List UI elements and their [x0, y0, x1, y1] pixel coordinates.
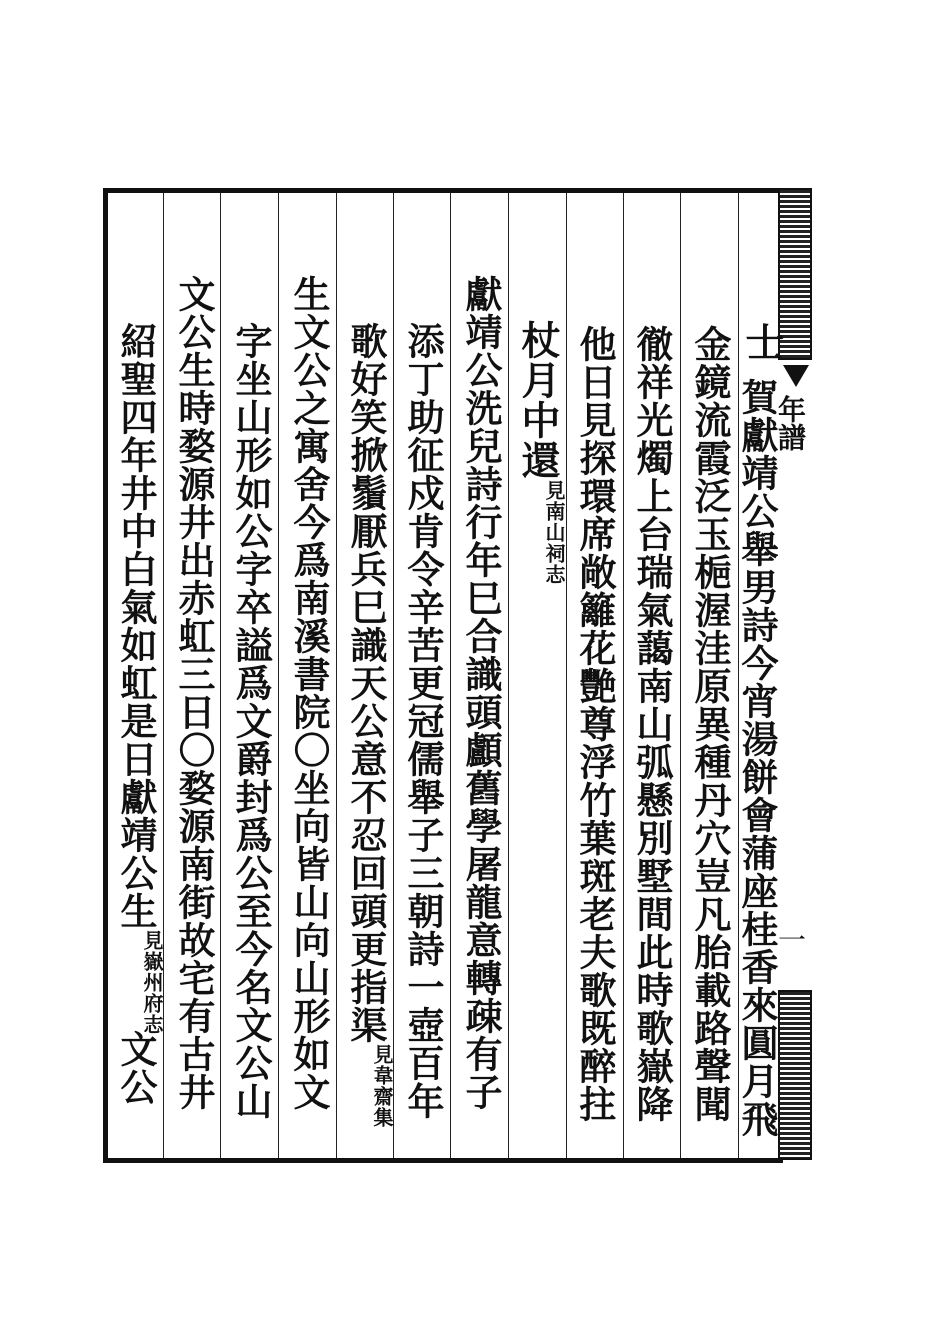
text-column-4	[567, 325, 623, 1123]
text-column-8	[338, 322, 394, 1128]
column-text: 獻靖公洗兒詩行年巳合識頭顱舊學屠龍意轉疎有子	[459, 275, 503, 1111]
inline-note: 見韋齋集	[370, 1044, 394, 1128]
text-column-2	[682, 325, 738, 1123]
text-column-1b	[735, 378, 785, 1138]
column-text: 文公生時婺源井出赤虹三日〇婺源南街故宅有古井	[172, 275, 216, 1111]
column-text: 字坐山形如公字卒謚爲文爵封爲公至今名文公山	[229, 322, 273, 1120]
text-column-7	[395, 322, 451, 1120]
margin-title: 年譜	[774, 395, 807, 451]
fishtail-mark	[783, 365, 809, 387]
column-text: 添丁助征戍肯令辛苦更冠儒舉子三朝詩一壺百年	[401, 322, 445, 1120]
text-column-9	[281, 275, 337, 1111]
column-text: 杖月中還	[515, 320, 561, 480]
column-text: 賀獻靖公舉男詩今宵湯餅會蒲座桂香來圓月飛	[735, 378, 779, 1138]
column-text: 他日見探環席敞籬花艷尊浮竹葉斑老夫歌既醉拄	[573, 325, 617, 1123]
text-column-1	[740, 322, 790, 362]
column-text: 金鏡流霞泛玉梔渥洼原異種丹穴豈凡胎載路聲聞	[688, 325, 732, 1123]
text-column-6	[453, 275, 509, 1111]
column-text: 生文公之寓舍今爲南溪書院〇坐向皆山向山形如文	[287, 275, 331, 1111]
text-column-11	[166, 275, 222, 1111]
column-text: 士	[739, 322, 785, 362]
column-text: 徹祥光燭上台瑞氣藹南山弧懸別墅間此時歌嶽降	[630, 325, 674, 1123]
column-text-tail: 文公	[114, 1030, 158, 1106]
text-column-3	[624, 325, 680, 1123]
column-text: 歌好笑掀鬚厭兵巳識天公意不忍回頭更指渠	[344, 322, 388, 1044]
column-text: 紹聖四年井中白氣如虹是日獻靖公生	[114, 322, 158, 930]
text-column-10	[223, 322, 279, 1120]
text-column-12	[108, 322, 164, 1106]
column-rule	[680, 193, 681, 1158]
text-column-5	[510, 320, 566, 590]
leaf-number: 一	[774, 925, 807, 953]
inline-note: 見南山祠志	[542, 480, 566, 585]
inline-note: 見嶽州府志	[140, 930, 164, 1035]
